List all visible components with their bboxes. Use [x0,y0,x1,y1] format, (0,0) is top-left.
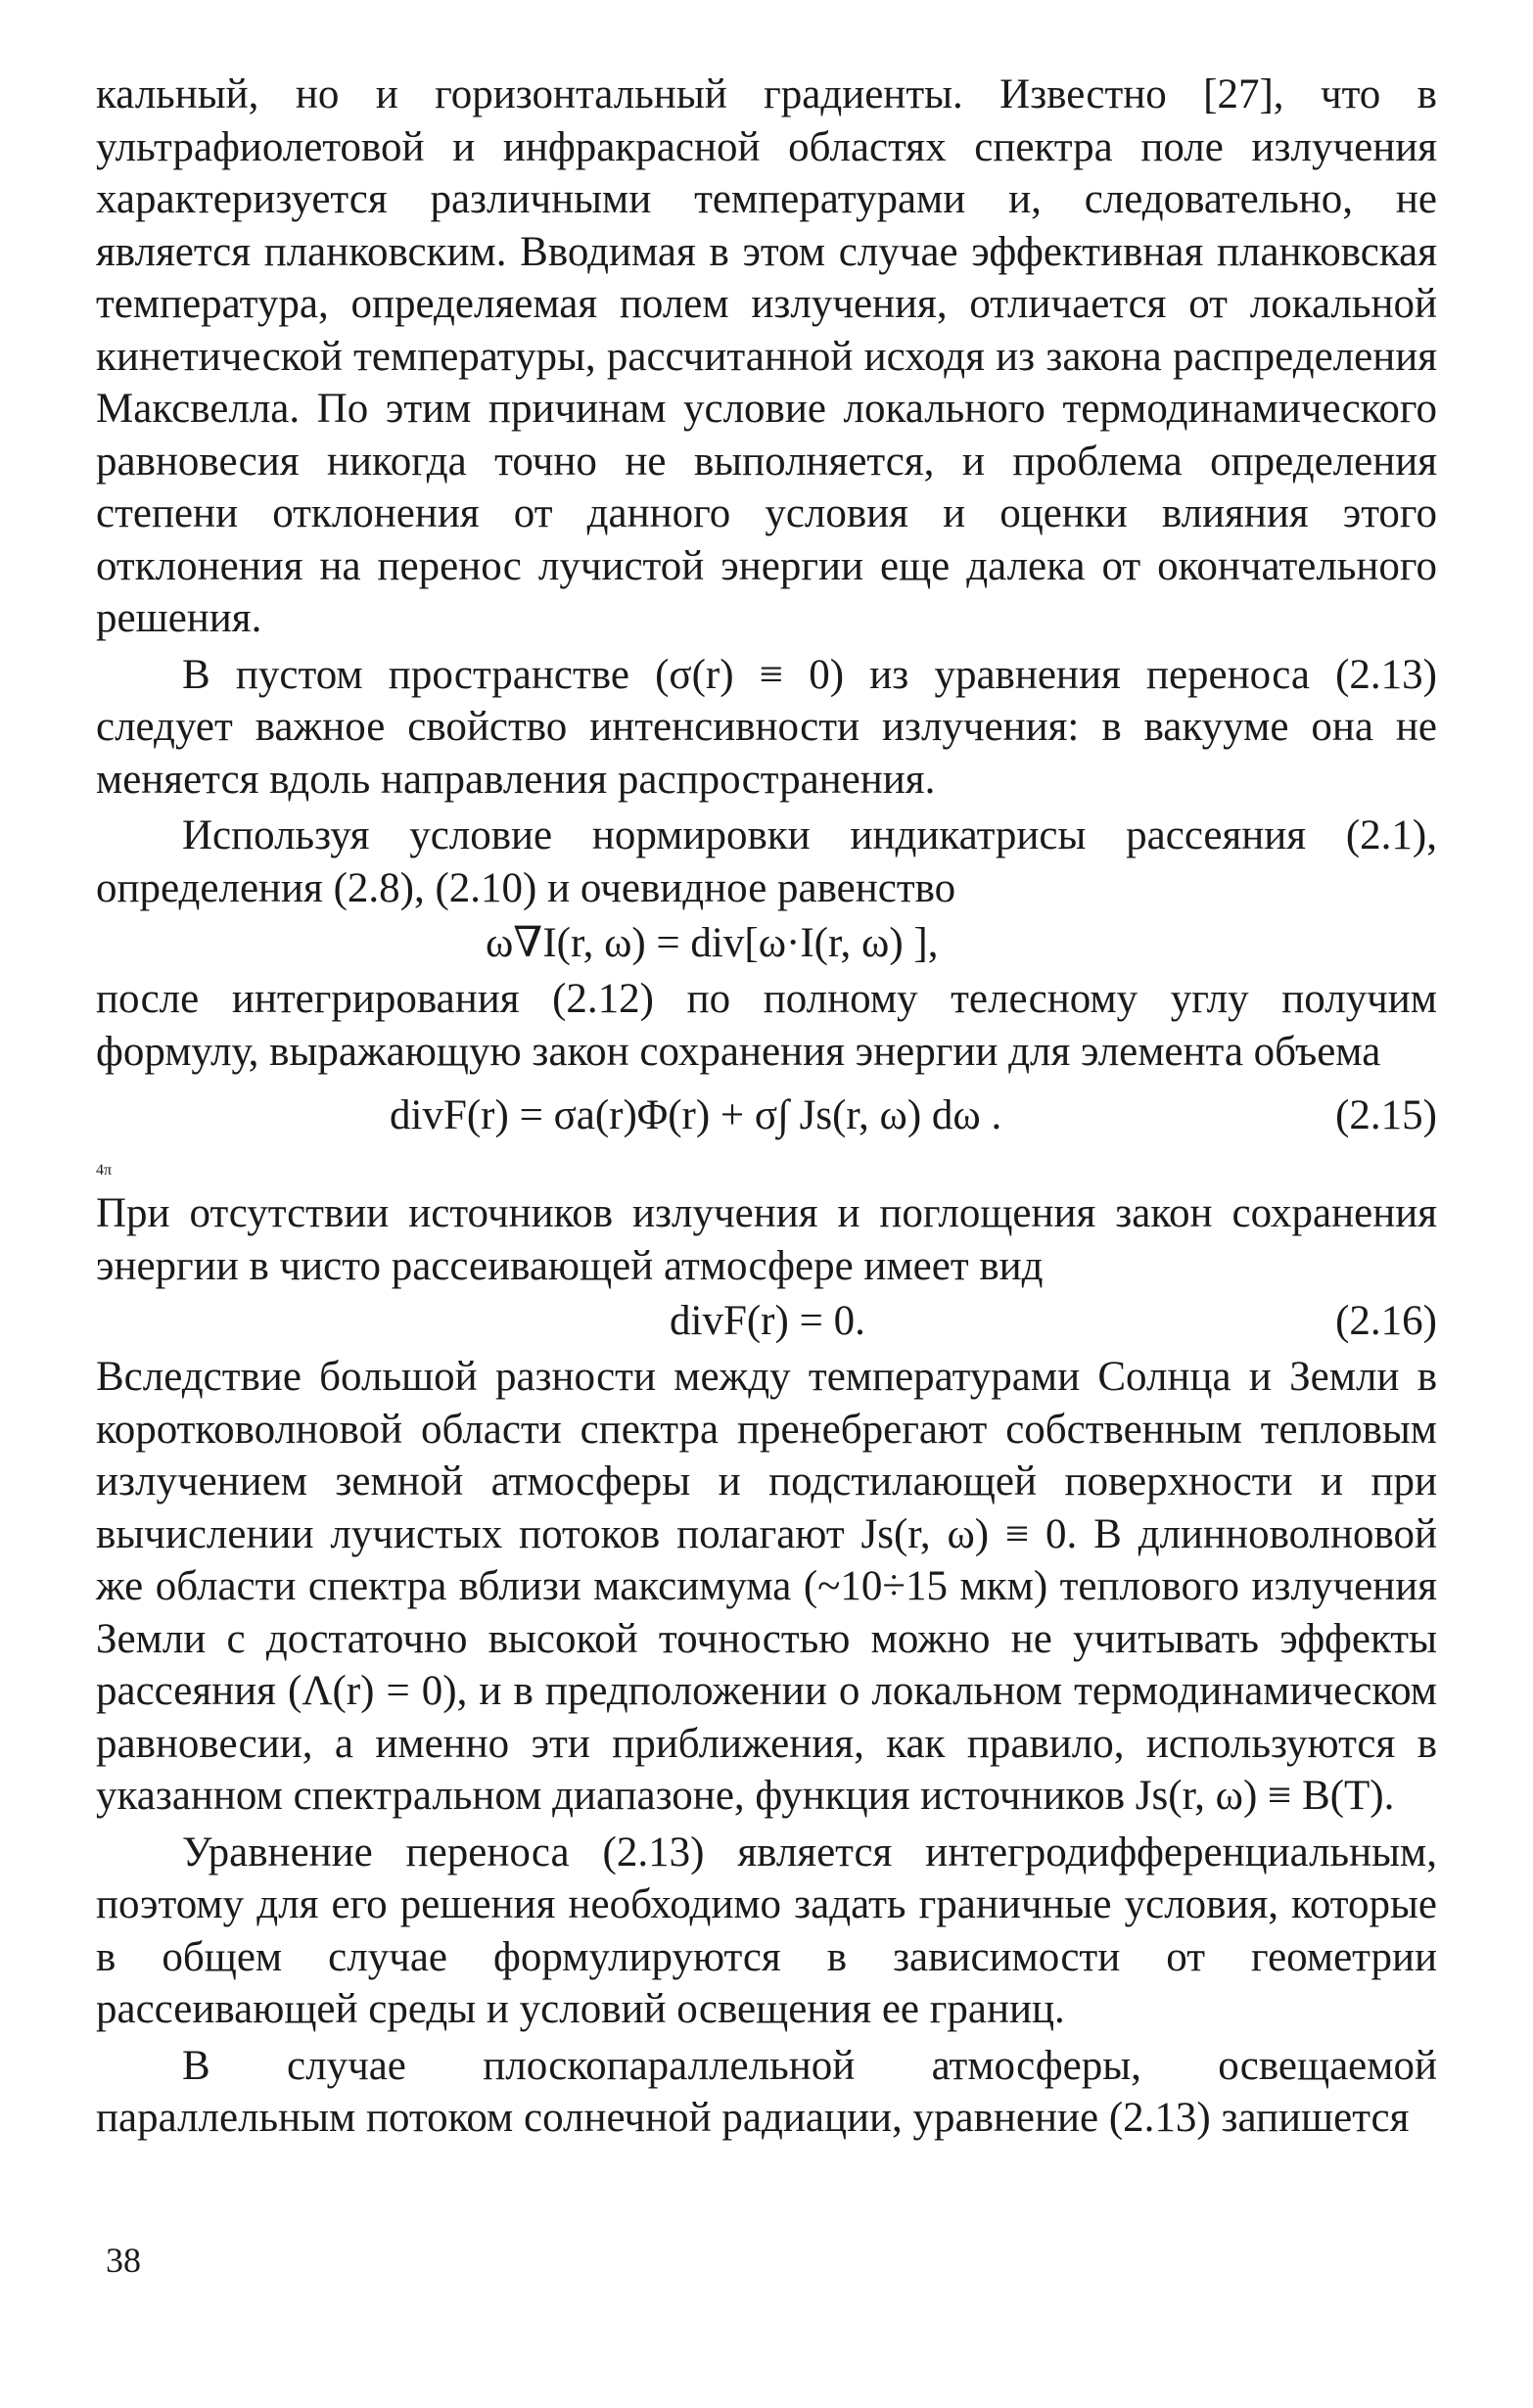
paragraph-7: Уравнение переноса (2.13) является интегродифференциальным, поэтому для его решения необходимо задать граничные условия, которые в общем случае формулируются в зависимости от геометрии рассеивающей среды и условий освещения ее границ. [96,1829,1437,2032]
equation-2-16-number: (2.16) [1335,1298,1437,1344]
paragraph-6-part-b: В длинноволновой же области спектра вблизи максимума (~10÷15 мкм) теплового излучения Земли с достаточно высокой точностью можно не учитывать эффекты рассеяния (Λ(r) = 0), и в предположении о локальном термодинамическом равновесии, а именно эти приближения, как правило, используются в указанном спектральном диапазоне, функция источников [96,1510,1438,1819]
paragraph-3: Используя условие нормировки индикатрисы рассеяния (2.1), определения (2.8), (2.10) и очевидное равенство [96,812,1437,911]
page-body [96,69,1437,2145]
paragraph-4: после интегрирования (2.12) по полному телесному углу получим формулу, выражающую закон сохранения энергии для элемента объема [96,976,1437,1075]
paragraph-2: В пустом пространстве (σ(r) ≡ 0) из уравнения переноса (2.13) следует важное свойство интенсивности излучения: в вакууме она не меняется вдоль направления распространения. [96,651,1437,803]
equation-2-15-number: (2.15) [1335,1092,1437,1138]
equation-2-15-formula: divF(r) = σa(r)Φ(r) + σ∫ Js(r, ω) dω . [390,1092,1002,1138]
equation-2-15-limit: 4π [96,1162,113,1179]
equation-2-16-formula: divF(r) = 0. [670,1298,865,1344]
equation-2-16 [96,1292,1437,1351]
paragraph-6-part-a: Вследствие большой разности между температурами Солнца и Земли в коротковолновой области спектра пренебрегают собственным тепловым излучением земной атмосферы и подстилающей поверхности и при вычислении лучистых потоков полагают [96,1354,1437,1557]
paragraph-5: При отсутствии источников излучения и поглощения закон сохранения энергии в чисто рассеивающей атмосфере имеет вид [96,1190,1437,1289]
paragraph-6 [96,1351,1437,1823]
paragraph-1: кальный, но и горизонтальный градиенты. Известно [27], что в ультрафиолетовой и инфракрасной областях спектра поле излучения характеризуется различными температурами и, следовательно, не является планковским. Вводимая в этом случае эффективная планковская температура, определяемая полем излучения, отличается от локальной кинетической температуры, рассчитанной исходя из закона распределения Максвелла. По этим причинам условие локального термодинамического равновесия никогда точно не выполняется, и проблема определения степени отклонения от данного условия и оценки влияния этого отклонения на перенос лучистой энергии еще далека от окончательного решения. [96,71,1437,641]
inline-formula-js-zero: Js(r, ω) ≡ 0. [860,1510,1078,1557]
paragraph-8: В случае плоскопараллельной атмосферы, освещаемой параллельным потоком солнечной радиации, уравнение (2.13) запишется [96,2042,1437,2141]
page-number: 38 [106,2241,141,2280]
equation-2-15 [96,1078,1437,1154]
equation-2-15-limit-row [96,1154,1437,1187]
equation-identity [96,914,1437,973]
equation-identity-text: ω∇I(r, ω) = div[ω·I(r, ω) ], [486,920,939,966]
inline-formula-js-planck: Js(r, ω) ≡ B(T). [1135,1773,1395,1819]
